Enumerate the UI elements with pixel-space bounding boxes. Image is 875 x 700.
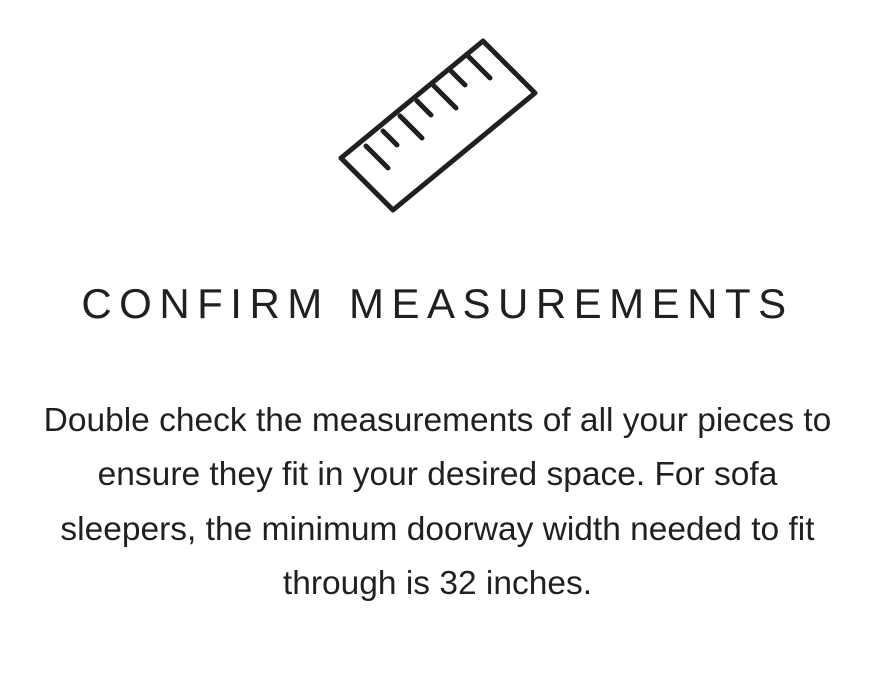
page-title: CONFIRM MEASUREMENTS	[81, 280, 794, 327]
body-text: Double check the measurements of all your pieces to ensure they fit in your desired space. For sofa sleepers, the minimum doorway width needed to fit through is 32 inches.	[43, 402, 832, 603]
ruler-icon	[323, 30, 553, 220]
